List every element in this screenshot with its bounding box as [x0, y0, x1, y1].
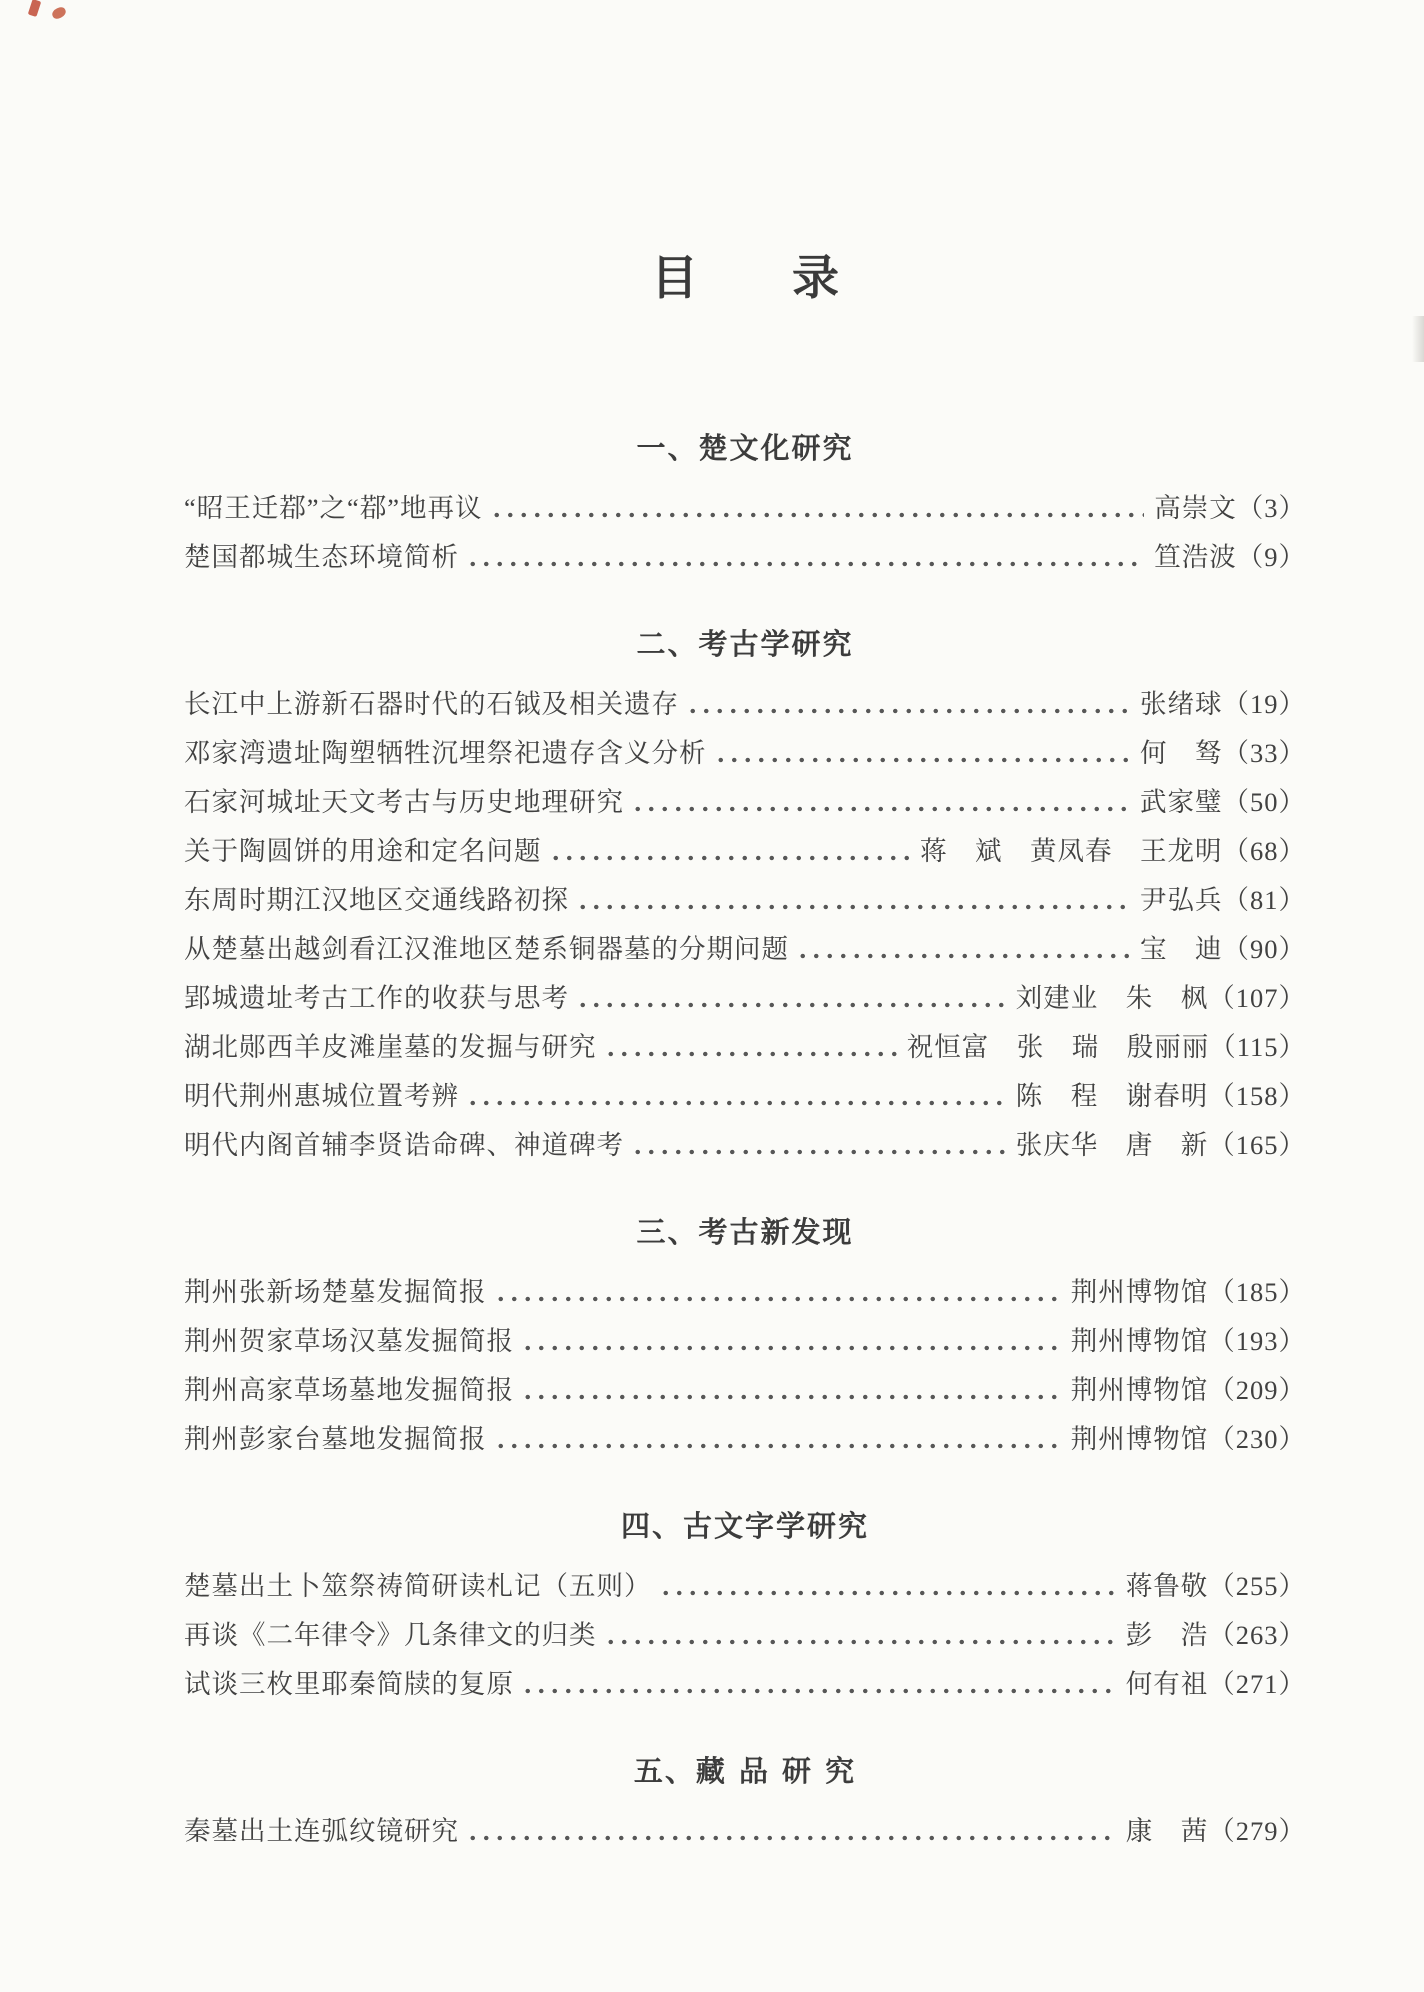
- entry-list: [184, 1564, 1306, 1711]
- toc-entry: [184, 682, 1306, 731]
- entry-page-number: （255）: [1208, 1571, 1306, 1601]
- entry-page-number: （230）: [1208, 1424, 1306, 1454]
- toc-entry: [184, 1319, 1306, 1368]
- entry-page-number: （50）: [1222, 787, 1306, 817]
- dot-leader: [604, 1025, 897, 1074]
- entry-page-number: （263）: [1208, 1620, 1306, 1650]
- section-heading: 一、楚文化研究: [636, 431, 854, 465]
- dot-leader: [714, 731, 1131, 780]
- entry-authors: 蒋鲁敬: [1125, 1571, 1209, 1601]
- entry-authors: 何 驽: [1140, 738, 1223, 768]
- entry-page-number: （19）: [1222, 689, 1306, 719]
- entry-page-number: （68）: [1222, 836, 1306, 866]
- entry-page-number: （81）: [1222, 885, 1306, 915]
- toc-section: [184, 1753, 1306, 1858]
- toc-entry: [184, 1417, 1306, 1466]
- toc-entry: [184, 1368, 1306, 1417]
- entry-title: 荆州贺家草场汉墓发掘简报: [184, 1326, 514, 1356]
- entry-list: [184, 1809, 1306, 1858]
- toc-entry: [184, 927, 1306, 976]
- entry-authors: 张庆华 唐 新: [1015, 1130, 1209, 1160]
- dot-leader: [576, 878, 1130, 927]
- entry-title: 再谈《二年律令》几条律文的归类: [184, 1620, 597, 1650]
- entry-title: 郢城遗址考古工作的收获与思考: [184, 983, 569, 1013]
- toc-entry: [184, 1074, 1306, 1123]
- entry-title: 长江中上游新石器时代的石钺及相关遗存: [184, 689, 679, 719]
- entry-title: 石家河城址天文考古与历史地理研究: [184, 787, 624, 817]
- dot-leader: [576, 976, 1006, 1025]
- entry-authors: 康 茜: [1125, 1816, 1209, 1846]
- toc-entry: [184, 780, 1306, 829]
- entry-page-number: （279）: [1208, 1816, 1306, 1846]
- entry-title: 秦墓出土连弧纹镜研究: [184, 1816, 459, 1846]
- dot-leader: [659, 1564, 1116, 1613]
- entry-page-number: （165）: [1208, 1130, 1306, 1160]
- entry-page-number: （9）: [1236, 542, 1306, 572]
- entry-page-number: （90）: [1222, 934, 1306, 964]
- toc-section: [184, 1508, 1306, 1711]
- dot-leader: [521, 1319, 1061, 1368]
- toc-entry: [184, 976, 1306, 1025]
- section-heading: 二、考古学研究: [636, 627, 854, 661]
- toc-section: [184, 626, 1306, 1172]
- entry-authors: 荆州博物馆: [1070, 1424, 1209, 1454]
- toc-entry: [184, 878, 1306, 927]
- entry-authors: 高崇文: [1154, 493, 1237, 523]
- entry-page-number: （33）: [1222, 738, 1306, 768]
- entry-title: 荆州张新场楚墓发掘简报: [184, 1277, 487, 1307]
- entry-title: 楚墓出土卜筮祭祷简研读札记（五则）: [184, 1571, 652, 1601]
- entry-title: 明代荆州惠城位置考辨: [184, 1081, 459, 1111]
- dot-leader: [796, 927, 1130, 976]
- dot-leader: [521, 1368, 1061, 1417]
- toc-entry: [184, 1564, 1306, 1613]
- dot-leader: [631, 780, 1130, 829]
- entry-title: “昭王迁鄀”之“鄀”地再议: [184, 493, 483, 523]
- entry-page-number: （107）: [1208, 983, 1306, 1013]
- toc-entry: [184, 486, 1306, 535]
- entry-authors: 彭 浩: [1125, 1620, 1209, 1650]
- toc-entry: [184, 1025, 1306, 1074]
- entry-title: 东周时期江汉地区交通线路初探: [184, 885, 569, 915]
- entry-authors: 刘建业 朱 枫: [1015, 983, 1209, 1013]
- dot-leader: [521, 1662, 1116, 1711]
- entry-page-number: （158）: [1208, 1081, 1306, 1111]
- dot-leader: [490, 486, 1145, 535]
- entry-authors: 祝恒富 张 瑞 殷丽丽: [906, 1032, 1210, 1062]
- entry-authors: 陈 程 谢春明: [1015, 1081, 1209, 1111]
- toc-entry: [184, 731, 1306, 780]
- entry-authors: 荆州博物馆: [1070, 1277, 1209, 1307]
- toc-entry: [184, 1662, 1306, 1711]
- page-title: 目 录: [651, 253, 839, 305]
- toc-sections: [184, 430, 1306, 1858]
- dot-leader: [549, 829, 911, 878]
- entry-title: 湖北郧西羊皮滩崖墓的发掘与研究: [184, 1032, 597, 1062]
- entry-authors: 宝 迪: [1140, 934, 1223, 964]
- toc-entry: [184, 1123, 1306, 1172]
- entry-page-number: （115）: [1209, 1032, 1306, 1062]
- entry-title: 关于陶圆饼的用途和定名问题: [184, 836, 542, 866]
- entry-page-number: （185）: [1208, 1277, 1306, 1307]
- dot-leader: [631, 1123, 1006, 1172]
- dot-leader: [466, 1809, 1116, 1858]
- entry-list: [184, 682, 1306, 1172]
- entry-authors: 何有祖: [1125, 1669, 1209, 1699]
- entry-page-number: （209）: [1208, 1375, 1306, 1405]
- section-heading: 四、古文字学研究: [620, 1509, 869, 1543]
- section-heading: 五、藏 品 研 究: [633, 1754, 857, 1788]
- toc-section: [184, 430, 1306, 584]
- dot-leader: [466, 535, 1144, 584]
- dot-leader: [686, 682, 1130, 731]
- entry-authors: 武家璧: [1140, 787, 1223, 817]
- dot-leader: [604, 1613, 1116, 1662]
- entry-title: 荆州高家草场墓地发掘简报: [184, 1375, 514, 1405]
- entry-title: 从楚墓出越剑看江汉淮地区楚系铜器墓的分期问题: [184, 934, 789, 964]
- dot-leader: [494, 1417, 1061, 1466]
- toc-entry: [184, 535, 1306, 584]
- entry-authors: 蒋 斌 黄凤春 王龙明: [920, 836, 1223, 866]
- dot-leader: [494, 1270, 1061, 1319]
- toc-entry: [184, 1270, 1306, 1319]
- entry-authors: 张绪球: [1140, 689, 1223, 719]
- toc-entry: [184, 1809, 1306, 1858]
- entry-list: [184, 1270, 1306, 1466]
- section-heading: 三、考古新发现: [636, 1215, 854, 1249]
- entry-title: 楚国都城生态环境简析: [184, 542, 459, 572]
- entry-authors: 荆州博物馆: [1070, 1326, 1209, 1356]
- entry-page-number: （271）: [1208, 1669, 1306, 1699]
- dot-leader: [466, 1074, 1006, 1123]
- scan-artifact-edge-smudge: [1412, 316, 1424, 362]
- entry-authors: 尹弘兵: [1140, 885, 1223, 915]
- toc-section: [184, 1214, 1306, 1466]
- entry-title: 试谈三枚里耶秦简牍的复原: [184, 1669, 514, 1699]
- entry-list: [184, 486, 1306, 584]
- entry-page-number: （193）: [1208, 1326, 1306, 1356]
- toc-entry: [184, 829, 1306, 878]
- entry-authors: 荆州博物馆: [1070, 1375, 1209, 1405]
- entry-title: 明代内阁首辅李贤诰命碑、神道碑考: [184, 1130, 624, 1160]
- entry-page-number: （3）: [1236, 493, 1306, 523]
- entry-title: 邓家湾遗址陶塑牺牲沉埋祭祀遗存含义分析: [184, 738, 707, 768]
- entry-title: 荆州彭家台墓地发掘简报: [184, 1424, 487, 1454]
- entry-authors: 笪浩波: [1154, 542, 1237, 572]
- toc-entry: [184, 1613, 1306, 1662]
